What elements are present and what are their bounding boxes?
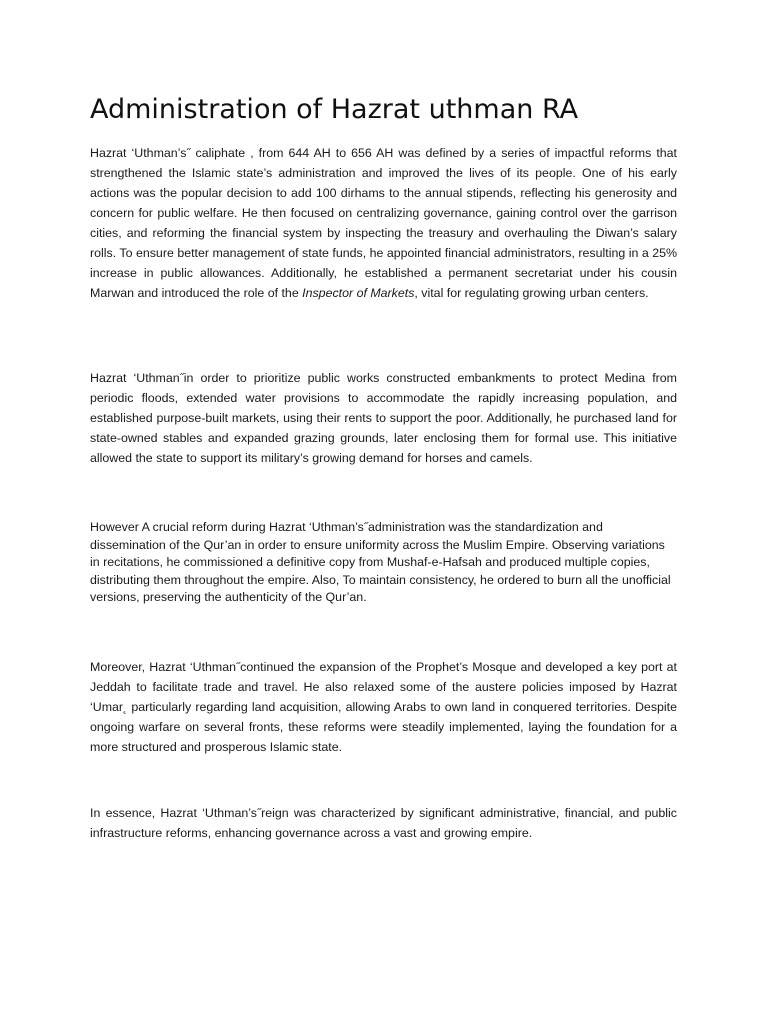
paragraph-mosque-expansion: Moreover, Hazrat ‘Uthman˝continued the expansion of the Prophet’s Mosque and developed a key port at Jeddah to facilitate trade and travel. He also relaxed some of the austere policies imposed by Hazrat ‘Umar˛ particularly regarding land acquisition, allowing Arabs to own land in conquered territories. Despite ongoing warfare on several fronts, these reforms were steadily implemented, laying the foundation for a more structured and prosperous Islamic state. — [90, 660, 677, 754]
emphasized-term: Inspector of Markets — [302, 286, 415, 300]
document-title: Administration of Hazrat uthman RA — [90, 94, 579, 125]
paragraph-text: , vital for regulating growing urban centers. — [414, 286, 649, 300]
paragraph-public-works: Hazrat ‘Uthman˝in order to prioritize public works constructed embankments to protect Medina from periodic floods, extended water provisions to accommodate the rapidly increasing population, and established purpose-built markets, using their rents to support the poor. Additionally, he purchased land for state-owned stables and expanded grazing grounds, later enclosing them for formal use. This initiative allowed the state to support its military’s growing demand for horses and camels. — [90, 371, 677, 465]
paragraph-caliphate-reforms — [90, 143, 677, 303]
paragraph-conclusion: In essence, Hazrat ‘Uthman’s˝reign was characterized by significant administrative, financial, and public infrastructure reforms, enhancing governance across a vast and growing empire. — [90, 806, 677, 840]
paragraph-quran-standardization: However A crucial reform during Hazrat ‘Uthman’s˝administration was the standardization and dissemination of the Qur’an in order to ensure uniformity across the Muslim Empire. Observing variations in recitations, he commissioned a definitive copy from Mushaf-e-Hafsah and produced multiple copies, distributing them throughout the empire. Also, To maintain consistency, he ordered to burn all the unofficial versions, preserving the authenticity of the Qur’an. — [90, 520, 671, 604]
paragraph-text: Hazrat ‘Uthman’s˝ caliphate , from 644 AH to 656 AH was defined by a series of impactful reforms that strengthened the Islamic state’s administration and improved the lives of its people. One of his early actions was the popular decision to add 100 dirhams to the annual stipends, reflecting his generosity and concern for public welfare. He then focused on centralizing governance, gaining control over the garrison cities, and reforming the financial system by inspecting the treasury and overhauling the Diwan’s salary rolls. To ensure better management of state funds, he appointed financial administrators, resulting in a 25% increase in public allowances. Additionally, he established a permanent secretariat under his cousin Marwan and introduced the role of the — [90, 146, 677, 300]
